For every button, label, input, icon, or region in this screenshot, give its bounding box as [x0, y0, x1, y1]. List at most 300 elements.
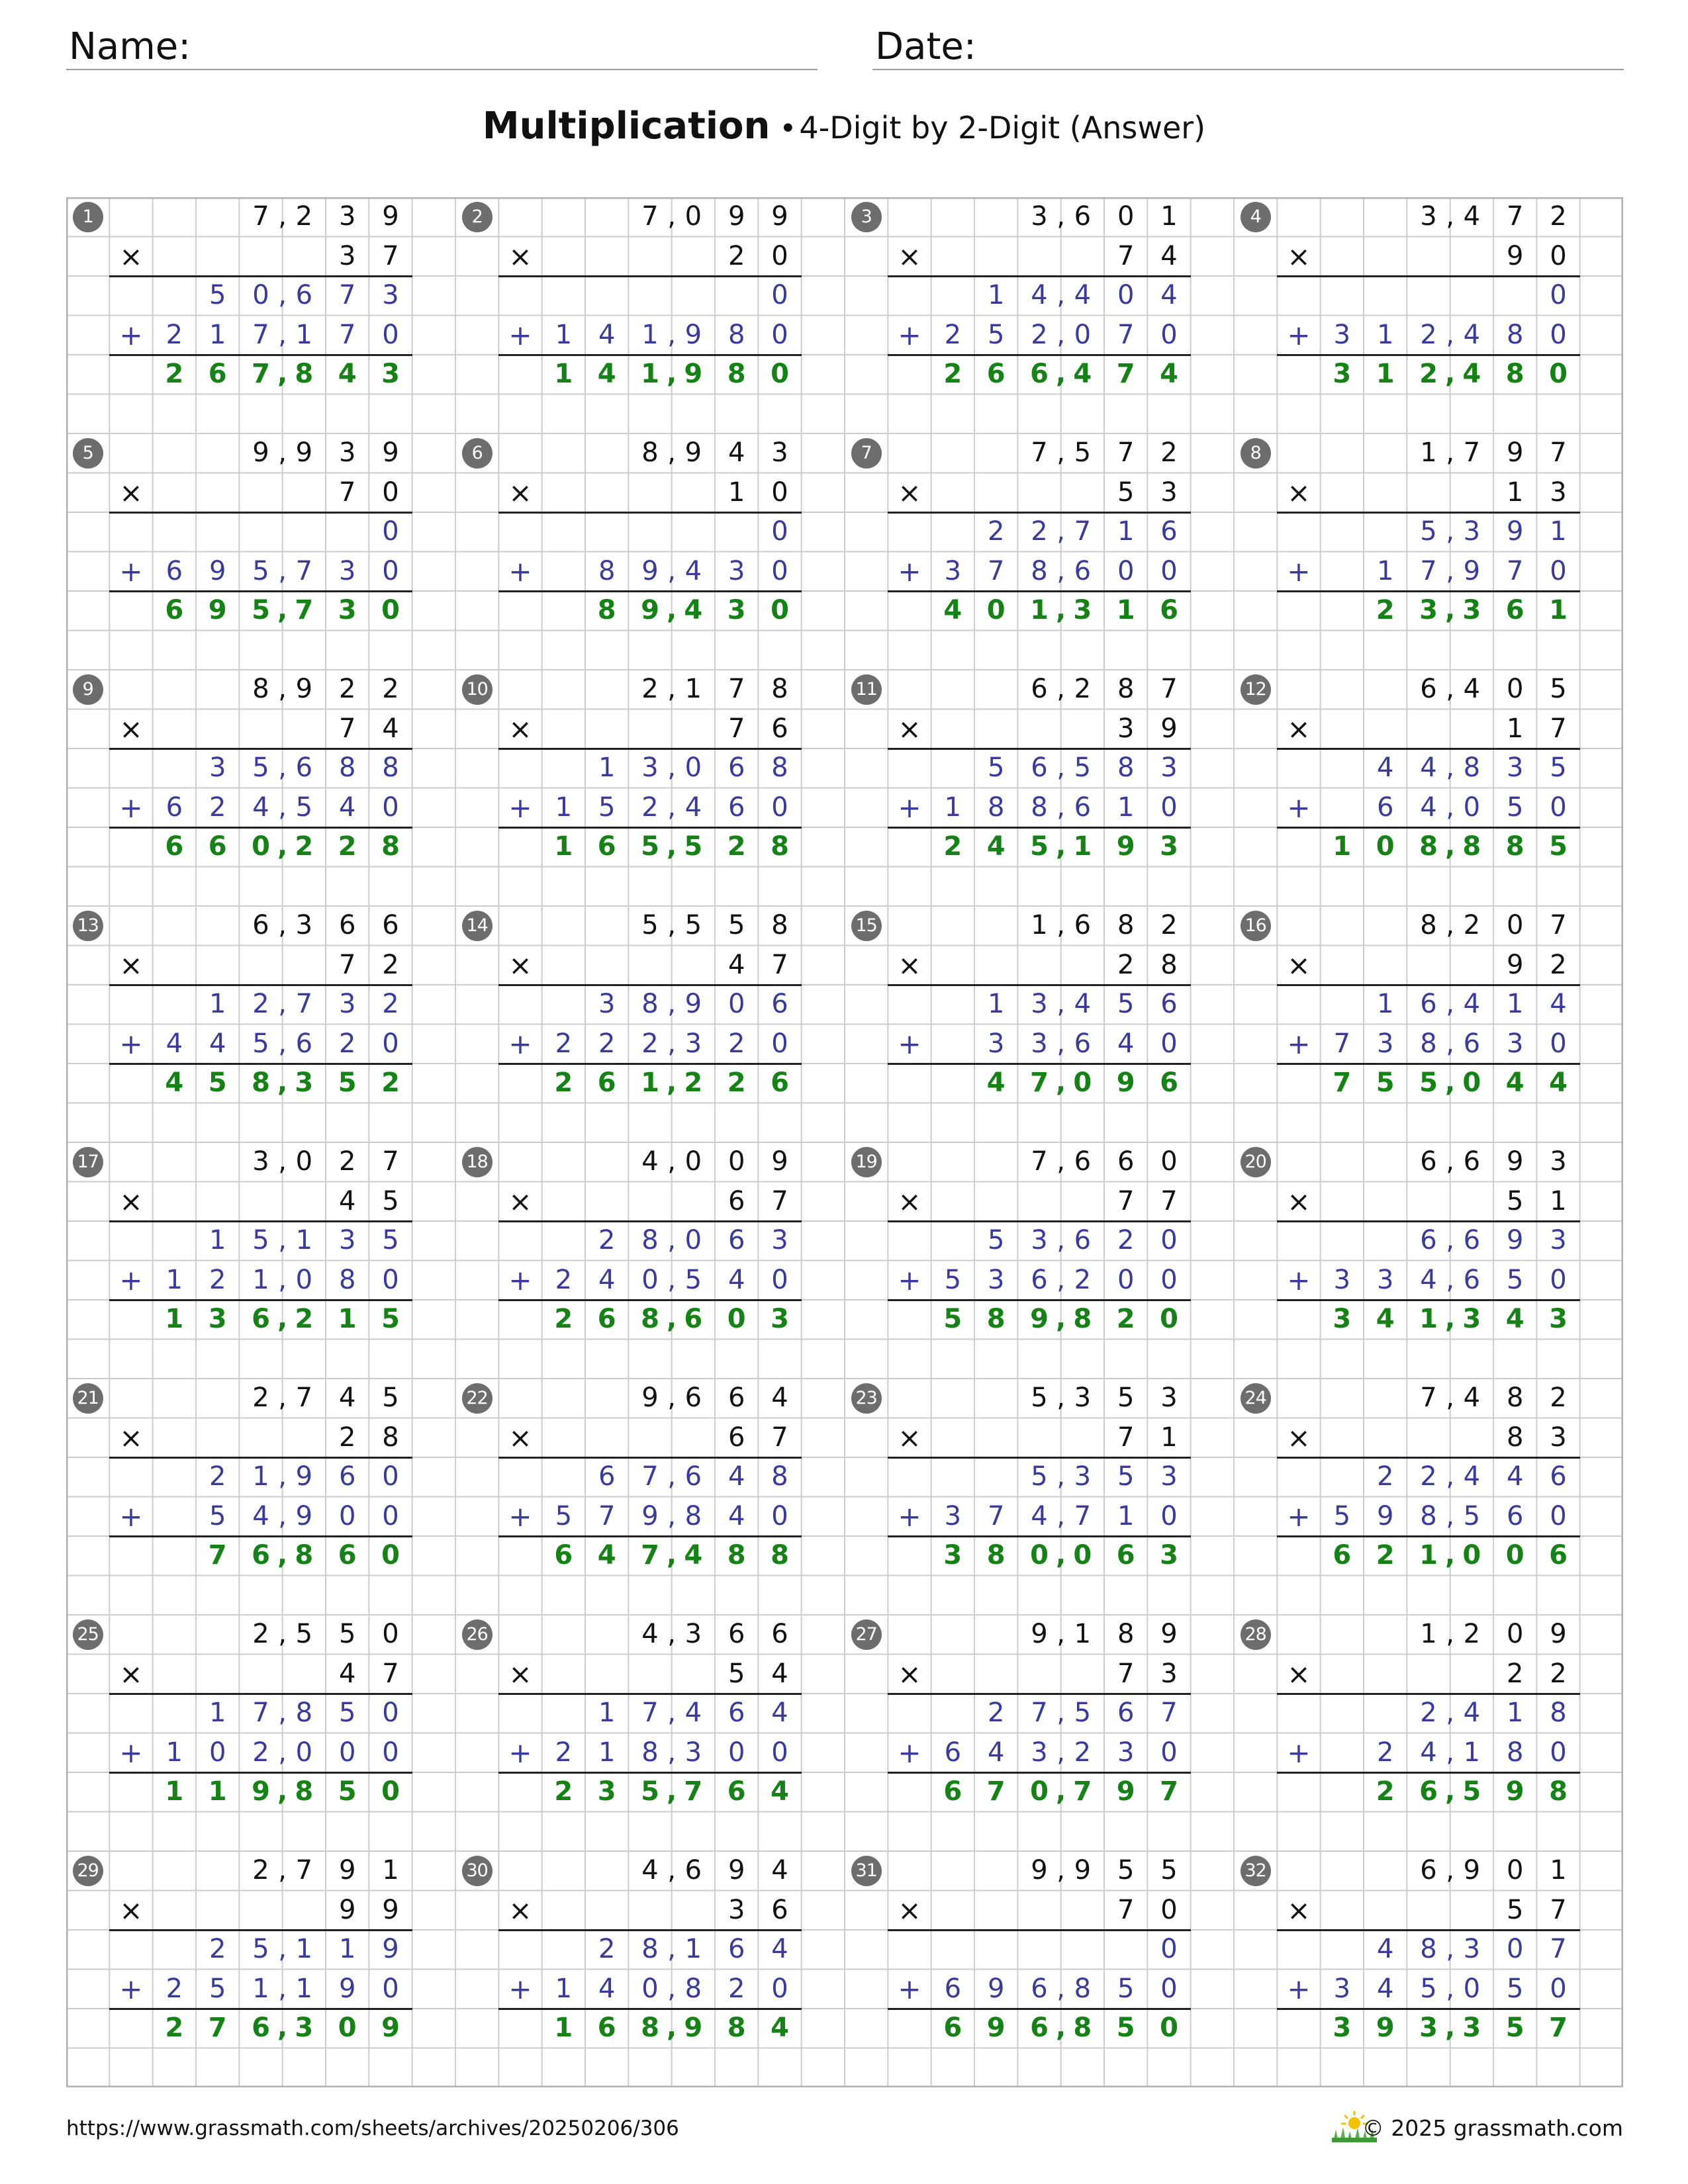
partial-product-1-comma: , — [667, 1934, 677, 1964]
partial-product-1-digit: 0 — [382, 1698, 399, 1728]
answer-digit: 5 — [1419, 1068, 1438, 1098]
multiplicand-digit: 4 — [641, 1619, 659, 1649]
answer-digit: 0 — [771, 359, 789, 389]
times-sign: × — [1287, 240, 1311, 273]
partial-product-2-digit: 1 — [252, 1264, 269, 1295]
multiplicand-digit: 1 — [1074, 1619, 1092, 1649]
answer-comma: , — [1445, 2013, 1456, 2043]
partial-product-2-digit: 0 — [1463, 1973, 1481, 2004]
answer-digit: 6 — [597, 1304, 616, 1334]
multiplicand-digit: 4 — [641, 1855, 659, 1886]
multiplier-digit: 0 — [771, 477, 788, 508]
partial-product-2-digit: 1 — [555, 792, 573, 823]
answer-digit: 0 — [381, 595, 400, 625]
answer-digit: 8 — [771, 831, 789, 862]
times-sign: × — [119, 240, 143, 273]
multiplicand-digit: 2 — [1463, 910, 1481, 940]
partial-product-2-digit: 0 — [1463, 792, 1481, 823]
plus-sign: + — [898, 318, 921, 351]
partial-product-1-digit: 1 — [1506, 989, 1524, 1019]
answer-digit: 1 — [554, 2013, 573, 2043]
answer-digit: 3 — [1160, 1540, 1178, 1570]
multiplier-digit: 4 — [727, 949, 745, 980]
answer-digit: 1 — [165, 1776, 184, 1807]
sum-rule-line — [888, 1772, 1190, 1774]
answer-comma: , — [277, 2013, 288, 2043]
multiplicand-digit: 6 — [771, 1619, 788, 1649]
answer-comma: , — [1056, 1068, 1066, 1098]
multiplicand-digit: 8 — [771, 910, 788, 940]
partial-product-1-comma: , — [1056, 1698, 1066, 1728]
answer-digit: 0 — [1505, 1540, 1524, 1570]
multiplier-digit: 9 — [1506, 949, 1524, 980]
partial-product-1-digit: 7 — [641, 1698, 659, 1728]
partial-product-2-digit: 0 — [1117, 555, 1135, 586]
answer-digit: 2 — [1376, 1776, 1395, 1807]
multiplicand-comma: , — [667, 674, 677, 704]
partial-product-2-digit: 0 — [382, 1973, 399, 2004]
multiplier-digit: 4 — [771, 1658, 788, 1689]
multiplicand-digit: 2 — [641, 674, 659, 704]
answer-digit: 8 — [986, 1540, 1006, 1570]
multiplicand-digit: 4 — [771, 1383, 788, 1413]
multiplicand-digit: 9 — [1463, 1855, 1481, 1886]
answer-digit: 5 — [1505, 2013, 1524, 2043]
partial-product-1-digit: 5 — [209, 280, 226, 310]
multiplier-digit: 7 — [1550, 1894, 1567, 1925]
partial-product-2-digit: 6 — [1031, 1264, 1048, 1295]
multiplicand-digit: 9 — [295, 674, 313, 704]
problem-number-badge: 11 — [851, 674, 882, 705]
problem-number-badge: 32 — [1241, 1856, 1271, 1886]
problem-number-badge: 18 — [462, 1147, 492, 1177]
sum-rule-line — [109, 1063, 412, 1065]
multiplier-digit: 1 — [1550, 1185, 1567, 1216]
sum-rule-line — [1277, 1535, 1579, 1537]
multiplicand-digit: 7 — [1420, 1383, 1437, 1413]
multiplicand-digit: 7 — [1463, 437, 1481, 468]
partial-product-2-comma: , — [278, 1028, 287, 1059]
multiplier-digit: 1 — [727, 477, 745, 508]
partial-product-2-digit: 1 — [1376, 555, 1394, 586]
multiplicand-digit: 5 — [1550, 674, 1567, 704]
partial-product-1-digit: 0 — [1550, 280, 1567, 310]
multiplier-digit: 7 — [1117, 1658, 1135, 1689]
partial-product-1-comma: , — [1446, 1225, 1455, 1255]
partial-product-2-digit: 1 — [641, 319, 659, 350]
answer-digit: 3 — [295, 2013, 314, 2043]
answer-digit: 3 — [1462, 595, 1481, 625]
sum-rule-line — [1277, 1063, 1579, 1065]
partial-product-2-digit: 7 — [295, 555, 313, 586]
multiplicand-digit: 7 — [1117, 437, 1135, 468]
answer-digit: 2 — [727, 1068, 746, 1098]
answer-comma: , — [1445, 1068, 1456, 1098]
answer-digit: 7 — [208, 2013, 227, 2043]
sum-rule-line — [888, 512, 1190, 514]
partial-product-2-digit: 0 — [771, 319, 788, 350]
partial-product-1-comma: , — [1446, 752, 1455, 783]
footer-copyright: © 2025 grassmath.com — [1362, 2115, 1623, 2141]
multiplicand-digit: 9 — [295, 437, 313, 468]
partial-product-2-digit: 4 — [987, 1737, 1005, 1768]
partial-product-2-digit: 6 — [165, 792, 183, 823]
multiplicand-digit: 9 — [684, 437, 702, 468]
answer-digit: 0 — [381, 1776, 400, 1807]
answer-digit: 7 — [1333, 1068, 1352, 1098]
partial-product-1-comma: , — [667, 989, 677, 1019]
footer-url[interactable]: https://www.grassmath.com/sheets/archives/20250206/306 — [66, 2116, 679, 2140]
multiplier-digit: 1 — [1506, 713, 1524, 744]
partial-product-2-digit: 6 — [1074, 792, 1092, 823]
partial-product-2-comma: , — [1446, 1500, 1455, 1531]
multiplier-digit: 6 — [771, 1894, 788, 1925]
answer-digit: 6 — [986, 359, 1006, 389]
answer-digit: 5 — [1376, 1068, 1395, 1098]
multiplicand-digit: 8 — [1117, 910, 1135, 940]
multiplicand-comma: , — [1446, 1383, 1455, 1413]
problem-number-badge: 8 — [1241, 438, 1271, 469]
answer-digit: 4 — [1073, 359, 1092, 389]
sum-rule-line — [1277, 275, 1579, 277]
partial-product-1-digit: 8 — [1420, 1934, 1437, 1964]
plus-sign: + — [1287, 791, 1311, 824]
multiplicand-comma: , — [1446, 1619, 1455, 1649]
partial-product-1-digit: 5 — [1420, 516, 1437, 547]
answer-digit: 6 — [208, 831, 227, 862]
partial-product-1-digit: 7 — [641, 1461, 659, 1492]
partial-product-2-digit: 0 — [1550, 319, 1567, 350]
partial-product-2-digit: 2 — [727, 1028, 745, 1059]
partial-product-1-digit: 6 — [1160, 516, 1178, 547]
answer-digit: 2 — [381, 1068, 400, 1098]
sum-rule-line — [498, 1220, 801, 1222]
multiplicand-digit: 8 — [641, 437, 659, 468]
answer-digit: 4 — [986, 1068, 1006, 1098]
partial-product-2-digit: 4 — [727, 1500, 745, 1531]
multiplier-digit: 6 — [771, 713, 788, 744]
answer-digit: 3 — [295, 1068, 314, 1098]
partial-product-2-digit: 0 — [771, 555, 788, 586]
partial-product-2-digit: 8 — [1420, 1028, 1437, 1059]
answer-comma: , — [667, 1068, 677, 1098]
answer-digit: 2 — [1116, 1304, 1135, 1334]
partial-product-2-digit: 7 — [1117, 319, 1135, 350]
partial-product-1-digit: 4 — [684, 1698, 702, 1728]
multiplicand-comma: , — [1056, 437, 1066, 468]
answer-digit: 6 — [1030, 2013, 1049, 2043]
multiplicand-digit: 9 — [1074, 1855, 1092, 1886]
answer-comma: , — [667, 1304, 677, 1334]
partial-product-2-digit: 0 — [1550, 555, 1567, 586]
partial-product-2-digit: 8 — [684, 1500, 702, 1531]
partial-product-2-comma: , — [1056, 1264, 1066, 1295]
multiplicand-digit: 1 — [382, 1855, 399, 1886]
sum-rule-line — [109, 1299, 412, 1301]
multiplier-digit: 7 — [1117, 240, 1135, 271]
partial-product-2-digit: 2 — [727, 1973, 745, 2004]
answer-digit: 4 — [943, 595, 962, 625]
multiplicand-digit: 5 — [684, 910, 702, 940]
multiplier-digit: 5 — [382, 1185, 399, 1216]
answer-digit: 8 — [1419, 831, 1438, 862]
partial-product-1-digit: 4 — [1376, 1934, 1394, 1964]
partial-product-2-comma: , — [1446, 555, 1455, 586]
plus-sign: + — [508, 1263, 532, 1297]
partial-product-1-digit: 6 — [1420, 989, 1437, 1019]
multiplier-digit: 4 — [338, 1185, 356, 1216]
partial-product-2-digit: 8 — [1074, 1973, 1092, 2004]
multiplicand-digit: 6 — [727, 1383, 745, 1413]
multiplicand-digit: 6 — [252, 910, 269, 940]
partial-product-2-digit: 3 — [1333, 1973, 1351, 2004]
partial-product-1-digit: 1 — [598, 1698, 616, 1728]
partial-product-2-digit: 6 — [944, 1973, 962, 2004]
partial-product-1-digit: 5 — [1031, 1461, 1048, 1492]
sum-rule-line — [1277, 1299, 1579, 1301]
answer-digit: 8 — [986, 1304, 1006, 1334]
multiplicand-comma: , — [667, 1146, 677, 1177]
partial-product-2-digit: 5 — [1117, 1973, 1135, 2004]
multiplicand-digit: 2 — [252, 1383, 269, 1413]
answer-digit: 4 — [597, 359, 616, 389]
multiplicand-comma: , — [667, 1383, 677, 1413]
partial-product-1-digit: 0 — [727, 989, 745, 1019]
multiplicand-digit: 8 — [1117, 674, 1135, 704]
partial-product-1-digit: 4 — [1074, 280, 1092, 310]
partial-product-2-digit: 5 — [1506, 792, 1524, 823]
multiplicand-digit: 8 — [1117, 1619, 1135, 1649]
partial-product-1-digit: 1 — [209, 989, 226, 1019]
answer-digit: 6 — [1160, 595, 1178, 625]
answer-digit: 5 — [1549, 831, 1568, 862]
worksheet-title — [0, 105, 1688, 148]
partial-product-1-digit: 8 — [641, 1934, 659, 1964]
partial-product-2-comma: , — [1446, 792, 1455, 823]
answer-digit: 3 — [1462, 1304, 1481, 1334]
answer-comma: , — [1056, 831, 1066, 862]
partial-product-1-comma: , — [667, 752, 677, 783]
answer-digit: 0 — [771, 595, 789, 625]
multiplicand-comma: , — [278, 201, 287, 232]
multiplicand-comma: , — [1446, 1855, 1455, 1886]
multiplier-digit: 4 — [382, 713, 399, 744]
partial-product-2-digit: 2 — [641, 792, 659, 823]
sum-rule-line — [498, 748, 801, 750]
answer-digit: 1 — [554, 359, 573, 389]
multiplicand-digit: 2 — [338, 1146, 356, 1177]
partial-product-1-digit: 3 — [1074, 1461, 1092, 1492]
multiplicand-comma: , — [1056, 674, 1066, 704]
answer-digit: 4 — [1505, 1068, 1524, 1098]
partial-product-2-digit: 7 — [1333, 1028, 1351, 1059]
plus-sign: + — [1287, 318, 1311, 351]
answer-digit: 5 — [338, 1776, 357, 1807]
partial-product-2-digit: 1 — [555, 319, 573, 350]
partial-product-2-digit: 8 — [987, 792, 1005, 823]
answer-digit: 1 — [1549, 595, 1568, 625]
partial-product-2-digit: 4 — [598, 1973, 616, 2004]
partial-product-2-digit: 0 — [771, 1264, 788, 1295]
problem-number-badge: 1 — [73, 202, 103, 232]
answer-digit: 2 — [295, 831, 314, 862]
answer-digit: 6 — [208, 359, 227, 389]
answer-digit: 8 — [295, 1540, 314, 1570]
times-sign: × — [898, 712, 921, 745]
multiplicand-digit: 0 — [727, 1146, 745, 1177]
partial-product-1-digit: 2 — [209, 1934, 226, 1964]
partial-product-1-digit: 8 — [771, 752, 788, 783]
partial-product-1-digit: 0 — [684, 752, 702, 783]
multiplicand-digit: 6 — [1420, 1855, 1437, 1886]
sum-rule-line — [888, 1457, 1190, 1459]
plus-sign: + — [508, 318, 532, 351]
partial-product-2-digit: 5 — [1463, 1500, 1481, 1531]
answer-digit: 9 — [208, 595, 227, 625]
plus-sign: + — [1287, 555, 1311, 588]
answer-comma: , — [1056, 2013, 1066, 2043]
partial-product-1-digit: 0 — [771, 280, 788, 310]
partial-product-2-digit: 0 — [1550, 1973, 1567, 2004]
partial-product-2-digit: 1 — [295, 319, 313, 350]
answer-digit: 1 — [1073, 831, 1092, 862]
multiplicand-digit: 0 — [1506, 1855, 1524, 1886]
partial-product-2-digit: 2 — [1376, 1737, 1394, 1768]
answer-digit: 6 — [338, 1540, 357, 1570]
partial-product-2-digit: 5 — [987, 319, 1005, 350]
answer-digit: 1 — [641, 359, 659, 389]
partial-product-1-digit: 6 — [338, 1461, 356, 1492]
partial-product-2-digit: 1 — [165, 1737, 183, 1768]
partial-product-1-digit: 6 — [727, 752, 745, 783]
partial-product-2-digit: 2 — [944, 319, 962, 350]
partial-product-1-digit: 2 — [1376, 1461, 1394, 1492]
times-sign: × — [1287, 1185, 1311, 1218]
partial-product-2-digit: 5 — [944, 1264, 962, 1295]
multiplier-digit: 7 — [338, 949, 356, 980]
answer-comma: , — [1445, 831, 1456, 862]
partial-product-2-digit: 3 — [1376, 1028, 1394, 1059]
multiplicand-comma: , — [1446, 674, 1455, 704]
multiplier-digit: 0 — [771, 240, 788, 271]
partial-product-1-comma: , — [1446, 516, 1455, 547]
multiplicand-digit: 3 — [338, 437, 356, 468]
partial-product-2-digit: 6 — [1463, 1028, 1481, 1059]
answer-digit: 7 — [208, 1540, 227, 1570]
answer-digit: 9 — [684, 359, 703, 389]
partial-product-1-digit: 0 — [1160, 1934, 1178, 1964]
answer-digit: 2 — [1376, 1540, 1395, 1570]
partial-product-1-digit: 9 — [382, 1934, 399, 1964]
answer-digit: 0 — [1160, 1304, 1178, 1334]
plus-sign: + — [508, 1972, 532, 2005]
times-sign: × — [898, 1421, 921, 1454]
multiplicand-digit: 5 — [1031, 1383, 1048, 1413]
partial-product-2-digit: 0 — [1160, 1500, 1178, 1531]
problem-number-badge: 29 — [73, 1856, 103, 1886]
name-field[interactable] — [66, 24, 818, 70]
multiplicand-digit: 2 — [252, 1855, 269, 1886]
partial-product-2-digit: 2 — [1074, 1264, 1092, 1295]
answer-digit: 9 — [1505, 1776, 1524, 1807]
answer-digit: 1 — [338, 1304, 357, 1334]
multiplicand-digit: 0 — [684, 1146, 702, 1177]
partial-product-2-comma: , — [667, 1737, 677, 1768]
partial-product-2-digit: 2 — [209, 1264, 226, 1295]
partial-product-1-digit: 8 — [771, 1461, 788, 1492]
multiplier-digit: 7 — [727, 713, 745, 744]
answer-digit: 8 — [252, 1068, 270, 1098]
multiplier-digit: 7 — [1160, 1185, 1178, 1216]
multiplier-digit: 3 — [1160, 1658, 1178, 1689]
multiplicand-comma: , — [278, 437, 287, 468]
multiplier-digit: 7 — [771, 1185, 788, 1216]
times-sign: × — [508, 948, 532, 981]
answer-digit: 1 — [1419, 1304, 1438, 1334]
partial-product-2-digit: 5 — [1506, 1973, 1524, 2004]
answer-digit: 5 — [641, 1776, 659, 1807]
answer-digit: 8 — [727, 1540, 746, 1570]
partial-product-1-digit: 4 — [1463, 989, 1481, 1019]
partial-product-2-digit: 3 — [1333, 1264, 1351, 1295]
partial-product-2-digit: 7 — [987, 1500, 1005, 1531]
multiplicand-comma: , — [1446, 201, 1455, 232]
answer-comma: , — [277, 1304, 288, 1334]
sum-rule-line — [498, 1457, 801, 1459]
multiplier-digit: 3 — [1550, 477, 1567, 508]
partial-product-2-digit: 4 — [1031, 1500, 1048, 1531]
answer-digit: 8 — [1073, 2013, 1092, 2043]
plus-sign: + — [508, 1027, 532, 1060]
partial-product-2-digit: 0 — [641, 1973, 659, 2004]
multiplier-digit: 9 — [1160, 713, 1178, 744]
partial-product-2-digit: 5 — [252, 1028, 269, 1059]
multiplier-digit: 8 — [1506, 1422, 1524, 1453]
answer-digit: 9 — [986, 2013, 1006, 2043]
partial-product-1-digit: 3 — [1031, 989, 1048, 1019]
multiplicand-digit: 3 — [338, 201, 356, 232]
partial-product-2-digit: 0 — [382, 319, 399, 350]
answer-digit: 0 — [1073, 1540, 1092, 1570]
partial-product-1-comma: , — [278, 1934, 287, 1964]
partial-product-2-digit: 6 — [1031, 1973, 1048, 2004]
partial-product-1-comma: , — [278, 1461, 287, 1492]
answer-digit: 6 — [1419, 1776, 1438, 1807]
plus-sign: + — [1287, 1027, 1311, 1060]
date-field[interactable] — [872, 24, 1624, 70]
answer-digit: 2 — [1376, 595, 1395, 625]
partial-product-1-digit: 6 — [771, 989, 788, 1019]
partial-product-2-comma: , — [1446, 1737, 1455, 1768]
answer-digit: 2 — [1419, 359, 1438, 389]
problem-number-badge: 21 — [73, 1383, 103, 1414]
partial-product-1-comma: , — [278, 280, 287, 310]
multiplicand-comma: , — [667, 437, 677, 468]
partial-product-2-comma: , — [278, 319, 287, 350]
partial-product-1-comma: , — [1446, 989, 1455, 1019]
answer-digit: 2 — [727, 831, 746, 862]
answer-digit: 5 — [943, 1304, 962, 1334]
sum-rule-line — [498, 1063, 801, 1065]
sum-rule-line — [1277, 827, 1579, 829]
answer-digit: 5 — [381, 1304, 400, 1334]
partial-product-2-comma: , — [667, 1028, 677, 1059]
sum-rule-line — [109, 275, 412, 277]
partial-product-2-digit: 4 — [684, 555, 702, 586]
answer-comma: , — [1445, 1540, 1456, 1570]
partial-product-1-digit: 7 — [1031, 1698, 1048, 1728]
multiplicand-comma: , — [1446, 910, 1455, 940]
